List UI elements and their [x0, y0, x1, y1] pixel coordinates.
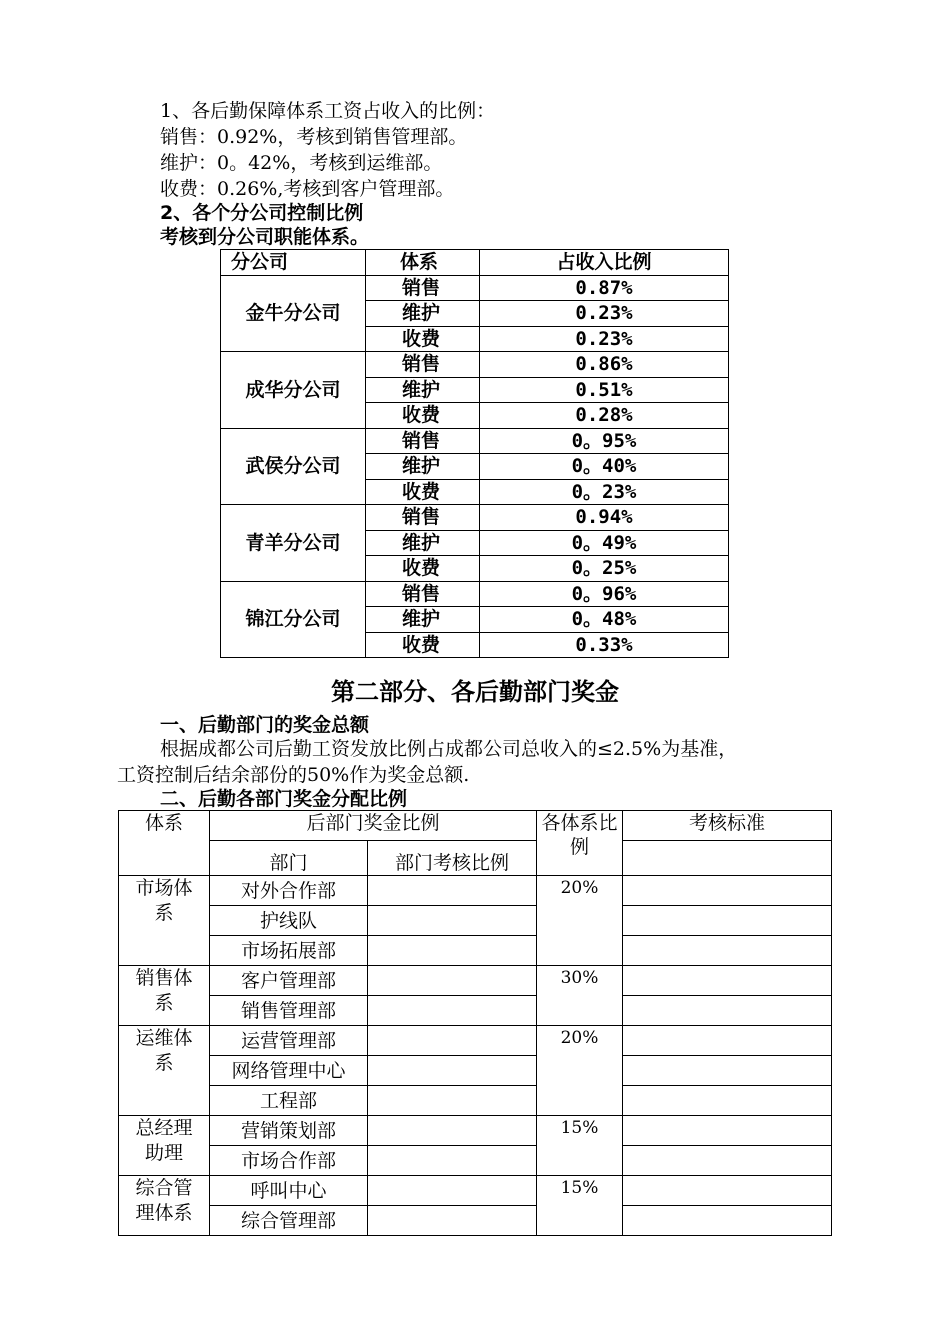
table-row	[119, 966, 832, 996]
system-name	[119, 1026, 210, 1116]
intro-line-4: 收费：0.26%,考核到客户管理部。	[160, 178, 455, 200]
ratio-cell: 0.23%	[480, 301, 729, 327]
table-row	[119, 1206, 832, 1236]
table-row	[119, 1086, 832, 1116]
system-name-text: 市场体系	[135, 877, 193, 924]
assessment-standard-cell[interactable]	[623, 876, 832, 906]
system-name-text: 综合管理体系	[135, 1177, 193, 1224]
dept-assessment-cell[interactable]	[368, 1026, 537, 1056]
system-name	[119, 1176, 210, 1236]
header-dept-assessment: 部门考核比例	[368, 841, 537, 876]
assessment-standard-cell[interactable]	[623, 1026, 832, 1056]
header-assessment-standard: 考核标准	[623, 811, 832, 841]
bonus-distribution-table	[118, 810, 832, 1236]
header-department: 部门	[210, 841, 368, 876]
ratio-cell: 0。40%	[480, 454, 729, 480]
section-subheading: 考核到分公司职能体系。	[160, 226, 370, 248]
system-name	[119, 966, 210, 1026]
department-cell: 工程部	[210, 1086, 368, 1116]
intro-line-3: 维护：0。42%，考核到运维部。	[160, 152, 443, 174]
system-name	[119, 876, 210, 966]
dept-assessment-cell[interactable]	[368, 1206, 537, 1236]
assessment-standard-cell[interactable]	[623, 1206, 832, 1236]
section-bonus-distribution: 二、后勤各部门奖金分配比例	[160, 788, 408, 810]
system-cell: 收费	[366, 479, 480, 505]
dept-assessment-cell[interactable]	[368, 1056, 537, 1086]
ratio-cell: 0。48%	[480, 607, 729, 633]
dept-assessment-cell[interactable]	[368, 996, 537, 1026]
dept-assessment-cell[interactable]	[368, 966, 537, 996]
header-dept-bonus-ratio: 后部门奖金比例	[210, 811, 537, 841]
department-cell: 综合管理部	[210, 1206, 368, 1236]
header-system: 体系	[366, 250, 480, 276]
table-row	[221, 352, 729, 378]
system-cell: 收费	[366, 632, 480, 658]
department-cell: 客户管理部	[210, 966, 368, 996]
dept-assessment-cell[interactable]	[368, 1176, 537, 1206]
ratio-cell: 0。96%	[480, 581, 729, 607]
system-ratio: 30%	[537, 966, 623, 1026]
assessment-standard-cell[interactable]	[623, 906, 832, 936]
system-cell: 收费	[366, 403, 480, 429]
ratio-cell: 0。95%	[480, 428, 729, 454]
table-row	[119, 1176, 832, 1206]
bonus-paragraph-line-2: 工资控制后结余部份的50%作为奖金总额.	[117, 764, 470, 786]
system-cell: 收费	[366, 556, 480, 582]
table-row	[221, 505, 729, 531]
ratio-cell: 0.33%	[480, 632, 729, 658]
assessment-standard-cell[interactable]	[623, 1056, 832, 1086]
assessment-standard-cell[interactable]	[623, 1116, 832, 1146]
department-cell: 运营管理部	[210, 1026, 368, 1056]
ratio-cell: 0.51%	[480, 377, 729, 403]
department-cell: 市场拓展部	[210, 936, 368, 966]
department-cell: 网络管理中心	[210, 1056, 368, 1086]
ratio-cell: 0。49%	[480, 530, 729, 556]
branch-name: 锦江分公司	[221, 581, 366, 658]
dept-assessment-cell[interactable]	[368, 1146, 537, 1176]
system-name	[119, 1116, 210, 1176]
department-cell: 对外合作部	[210, 876, 368, 906]
assessment-standard-cell[interactable]	[623, 1086, 832, 1116]
table-row	[119, 906, 832, 936]
dept-assessment-cell[interactable]	[368, 876, 537, 906]
ratio-cell: 0.94%	[480, 505, 729, 531]
empty-cell	[623, 841, 832, 876]
system-cell: 销售	[366, 428, 480, 454]
system-cell: 维护	[366, 454, 480, 480]
header-system-ratio: 各体系比例	[537, 811, 623, 876]
assessment-standard-cell[interactable]	[623, 966, 832, 996]
table-row	[119, 936, 832, 966]
ratio-cell: 0。25%	[480, 556, 729, 582]
table-row	[119, 996, 832, 1026]
branch-name: 成华分公司	[221, 352, 366, 429]
table-header-row	[221, 250, 729, 276]
table-header-row	[119, 841, 832, 876]
table-row	[221, 275, 729, 301]
ratio-cell: 0.86%	[480, 352, 729, 378]
dept-assessment-cell[interactable]	[368, 906, 537, 936]
department-cell: 市场合作部	[210, 1146, 368, 1176]
system-cell: 销售	[366, 275, 480, 301]
system-cell: 维护	[366, 530, 480, 556]
department-cell: 呼叫中心	[210, 1176, 368, 1206]
branch-name: 青羊分公司	[221, 505, 366, 582]
table-row	[119, 1056, 832, 1086]
dept-assessment-cell[interactable]	[368, 936, 537, 966]
assessment-standard-cell[interactable]	[623, 996, 832, 1026]
table-row	[119, 876, 832, 906]
part2-title: 第二部分、各后勤部门奖金	[331, 678, 619, 706]
system-cell: 维护	[366, 377, 480, 403]
system-cell: 收费	[366, 326, 480, 352]
intro-line-1: 1、各后勤保障体系工资占收入的比例：	[160, 100, 496, 122]
ratio-cell: 0.28%	[480, 403, 729, 429]
ratio-cell: 0.23%	[480, 326, 729, 352]
dept-assessment-cell[interactable]	[368, 1086, 537, 1116]
section-heading-branch-ratio: 2、各个分公司控制比例	[160, 202, 364, 224]
ratio-cell: 0。23%	[480, 479, 729, 505]
header-income-ratio: 占收入比例	[480, 250, 729, 276]
department-cell: 销售管理部	[210, 996, 368, 1026]
system-ratio: 20%	[537, 876, 623, 966]
system-cell: 销售	[366, 505, 480, 531]
dept-assessment-cell[interactable]	[368, 1116, 537, 1146]
branch-ratio-table	[220, 249, 729, 658]
bonus-paragraph-line-1: 根据成都公司后勤工资发放比例占成都公司总收入的≤2.5%为基准，	[160, 738, 738, 760]
table-header-row	[119, 811, 832, 841]
branch-name: 武侯分公司	[221, 428, 366, 505]
section-bonus-total: 一、后勤部门的奖金总额	[160, 714, 370, 736]
system-name-text: 运维体系	[135, 1027, 193, 1074]
assessment-standard-cell[interactable]	[623, 936, 832, 966]
intro-line-2: 销售：0.92%，考核到销售管理部。	[160, 126, 468, 148]
system-name-text: 总经理助理	[135, 1117, 193, 1164]
system-cell: 销售	[366, 352, 480, 378]
system-ratio: 15%	[537, 1116, 623, 1176]
system-cell: 销售	[366, 581, 480, 607]
department-cell: 护线队	[210, 906, 368, 936]
header-system: 体系	[119, 811, 210, 876]
system-name-text: 销售体系	[135, 967, 193, 1014]
branch-name: 金牛分公司	[221, 275, 366, 352]
system-ratio: 15%	[537, 1176, 623, 1236]
assessment-standard-cell[interactable]	[623, 1176, 832, 1206]
table-row	[119, 1116, 832, 1146]
system-cell: 维护	[366, 607, 480, 633]
table-row	[221, 581, 729, 607]
table-row	[119, 1146, 832, 1176]
system-ratio: 20%	[537, 1026, 623, 1116]
assessment-standard-cell[interactable]	[623, 1146, 832, 1176]
ratio-cell: 0.87%	[480, 275, 729, 301]
department-cell: 营销策划部	[210, 1116, 368, 1146]
header-branch: 分公司	[221, 250, 366, 276]
table-row	[221, 428, 729, 454]
system-cell: 维护	[366, 301, 480, 327]
table-row	[119, 1026, 832, 1056]
